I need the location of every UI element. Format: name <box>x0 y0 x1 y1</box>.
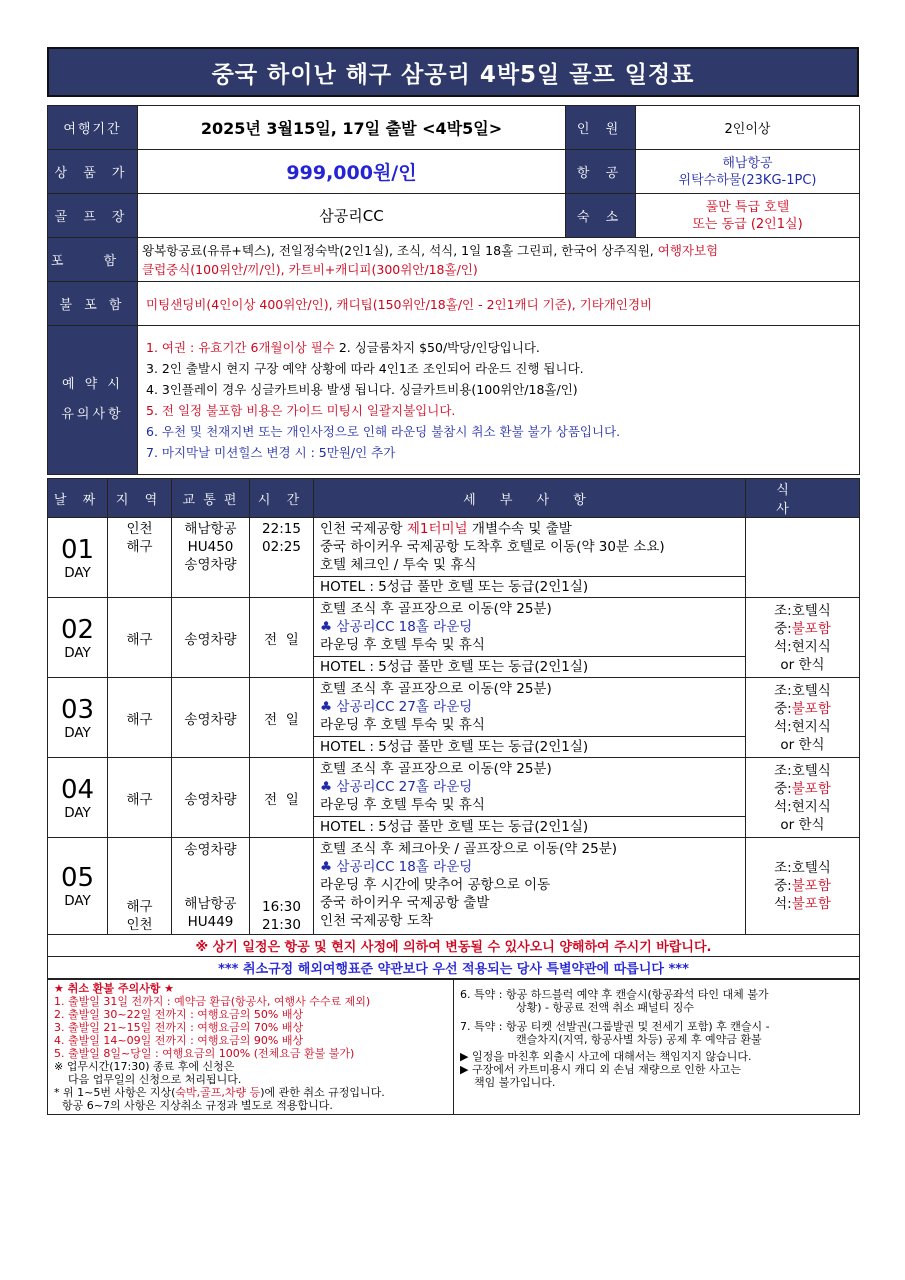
detail-line: 호텔 조식 후 체크아웃 / 골프장으로 이동(약 25분) <box>320 841 618 857</box>
rule-highlight: 숙박,골프,차량 등 <box>175 1086 261 1099</box>
people-label: 인 원 <box>566 106 636 150</box>
meal-dinner-label: 석: <box>774 896 792 912</box>
round-line: ♣ 삼공리CC 18홀 라운딩 <box>320 859 473 875</box>
office-hours-2: 다음 업무일의 신청으로 처리됩니다. <box>68 1073 242 1086</box>
meal-lunch-label: 중: <box>774 700 792 717</box>
notice-5: 5. 전 일정 불포함 비용은 가이드 미팅시 일괄지불입니다. <box>146 403 456 418</box>
period-label: 여행기간 <box>48 106 138 150</box>
round-line: ♣ 삼공리CC 27홀 라운딩 <box>320 699 473 715</box>
day-row-5 <box>48 838 860 935</box>
header-area: 지 역 <box>108 479 172 518</box>
day-label: DAY <box>64 804 91 821</box>
hotel-label: 숙 소 <box>566 194 636 238</box>
day-row-2 <box>48 598 860 678</box>
transport-1: 해남항공 <box>184 896 237 912</box>
detail-line: 중국 하이커우 국제공항 도착후 호텔로 이동(약 30분 소요) <box>320 539 665 555</box>
cancel-item-2: 2. 출발일 30~22일 전까지 : 여행요금의 50% 배상 <box>54 1008 304 1021</box>
meal-dinner-alt: or 한식 <box>780 816 825 833</box>
price-label: 상 품 가 <box>48 150 138 194</box>
include-text: 왕복항공료(유류+텍스), 전일정숙박(2인1실), 조식, 석식, 1일 18홀 그린피, 한국어 상주직원, <box>142 242 658 258</box>
detail-line: 호텔 체크인 / 투숙 및 휴식 <box>320 557 477 573</box>
include-text-2: 클럽중식(100위안/끼/인), 카트비+캐디피(300위안/18홀/인) <box>142 261 478 277</box>
cancel-item-4: 4. 출발일 14~09일 전까지 : 여행요금의 90% 배상 <box>54 1034 304 1047</box>
air-value-1: 해남항공 <box>722 155 773 171</box>
hotel-line: HOTEL : 5성급 풀만 호텔 또는 동급(2인1실) <box>314 656 745 677</box>
special-6a: 6. 특약 : 항공 하드블럭 예약 후 캔슬시(항공좌석 타인 대체 불가 <box>460 988 769 1001</box>
meal-breakfast: 조:호텔식 <box>774 762 831 779</box>
area-1: 해구 <box>126 899 153 915</box>
area: 해구 <box>108 598 172 678</box>
page-title: 중국 하이난 해구 삼공리 4박5일 골프 일정표 <box>47 47 859 97</box>
transport-2: HU450 <box>187 539 234 555</box>
detail-line: 호텔 조식 후 골프장으로 이동(약 25분) <box>320 761 552 777</box>
golf-label: 골 프 장 <box>48 194 138 238</box>
meal-dinner: 불포함 <box>791 896 831 912</box>
include-insurance: 여행자보험 <box>657 242 719 258</box>
day-number: 03 <box>60 694 95 725</box>
special-7a: 7. 특약 : 항공 티켓 선발권(그룹발권 및 전세기 포함) 후 캔슬시 - <box>460 1020 770 1033</box>
day-number: 02 <box>60 614 95 645</box>
meal-lunch-label: 중: <box>774 878 792 894</box>
day-label: DAY <box>64 893 91 909</box>
meal-breakfast: 조:호텔식 <box>774 860 831 876</box>
detail-line: 라운딩 후 시간에 맞추어 공항으로 이동 <box>320 877 551 893</box>
cancel-item-3: 3. 출발일 21~15일 전까지 : 여행요금의 70% 배상 <box>54 1021 304 1034</box>
area: 해구 <box>108 758 172 838</box>
exclude-label: 불 포 함 <box>48 282 138 326</box>
hotel-line: HOTEL : 5성급 풀만 호텔 또는 동급(2인1실) <box>314 576 745 597</box>
time: 전 일 <box>250 598 314 678</box>
meal-dinner: 석:현지식 <box>774 798 831 815</box>
detail-line: 개별수속 및 출발 <box>467 521 572 537</box>
day-label: DAY <box>64 724 91 741</box>
meal-lunch-label: 중: <box>774 780 792 797</box>
rule-air: 항공 6~7의 사항은 지상취소 규정과 별도로 적용합니다. <box>62 1099 333 1112</box>
special-8: ▶ 일정을 마친후 외출시 사고에 대해서는 책임지지 않습니다. <box>460 1050 752 1063</box>
header-time: 시 간 <box>250 479 314 518</box>
meal-dinner-alt: or 한식 <box>780 736 825 753</box>
cancel-heading: ★ 취소 환불 주의사항 ★ <box>54 982 175 995</box>
rule-text: )에 관한 취소 규정입니다. <box>260 1086 385 1099</box>
notice-1: 1. 여권 : 유효기간 6개월이상 필수 <box>146 340 335 355</box>
special-7b: 캔슬차지(지역, 항공사별 차등) 공제 후 예약금 환불 <box>516 1033 762 1046</box>
day-row-3 <box>48 678 860 758</box>
info-table <box>47 105 860 475</box>
transport: 송영차량 <box>172 758 250 838</box>
cancel-item-1: 1. 출발일 31일 전까지 : 예약금 환급(항공사, 여행사 수수료 제외) <box>54 995 371 1008</box>
day-label: DAY <box>64 564 91 581</box>
detail-line: 라운딩 후 호텔 투숙 및 휴식 <box>320 717 485 733</box>
itinerary-document <box>47 47 859 1115</box>
detail-line: 라운딩 후 호텔 투숙 및 휴식 <box>320 637 485 653</box>
notice-7: 7. 마지막날 미션힐스 변경 시 : 5만원/인 추가 <box>146 445 396 460</box>
area: 해구 <box>108 678 172 758</box>
day-label: DAY <box>64 644 91 661</box>
meal-dinner: 석:현지식 <box>774 638 831 655</box>
meal-dinner: 석:현지식 <box>774 718 831 735</box>
area-2: 해구 <box>126 539 153 555</box>
notice-4: 4. 3인플레이 경우 싱글카트비용 발생 됩니다. 싱글카트비용(100위안/18홀/인) <box>146 382 578 397</box>
detail-line: 인천 국제공항 <box>320 521 407 537</box>
cancel-item-5: 5. 출발일 8일~당일 : 여행요금의 100% (전체요금 환불 불가) <box>54 1047 355 1060</box>
notice-2: 2. 싱글룸차지 $50/박당/인당입니다. <box>334 340 540 355</box>
hotel-line: HOTEL : 5성급 풀만 호텔 또는 동급(2인1실) <box>314 736 745 757</box>
transport-0: 송영차량 <box>184 842 237 858</box>
time-2: 02:25 <box>262 539 301 555</box>
terms-notice: *** 취소규정 해외여행표준 약관보다 우선 적용되는 당사 특별약관에 따릅니다 *** <box>48 957 860 979</box>
header-date: 날 짜 <box>48 479 108 518</box>
time-1: 22:15 <box>262 521 301 537</box>
round-line: ♣ 삼공리CC 27홀 라운딩 <box>320 779 473 795</box>
exclude-text: 미팅샌딩비(4인이상 400위안/인), 캐디팁(150위안/18홀/인 - 2인1캐디 기준), 기타개인경비 <box>138 282 860 326</box>
notice-6: 6. 우천 및 천재지변 또는 개인사정으로 인해 라운딩 불참시 취소 환불 불가 상품입니다. <box>146 424 621 439</box>
special-9a: ▶ 구장에서 카트미용시 캐디 외 손님 재량으로 인한 사고는 <box>460 1063 741 1076</box>
detail-line: 인천 국제공항 도착 <box>320 913 433 929</box>
meal-lunch: 불포함 <box>791 620 831 637</box>
header-meal: 식 사 <box>746 479 860 518</box>
notice-label-2: 유의사항 <box>61 407 124 422</box>
round-line: ♣ 삼공리CC 18홀 라운딩 <box>320 619 473 635</box>
air-label: 항 공 <box>566 150 636 194</box>
transport: 송영차량 <box>172 678 250 758</box>
transport-1: 해남항공 <box>184 521 237 537</box>
day-number: 01 <box>60 534 95 565</box>
hotel-value-2: 또는 동급 (2인1실) <box>692 216 803 232</box>
time-2: 21:30 <box>262 917 301 933</box>
notice-3: 3. 2인 출발시 현지 구장 예약 상황에 따라 4인1조 조인되어 라운드 진행 됩니다. <box>146 361 584 376</box>
change-notice: ※ 상기 일정은 항공 및 현지 사정에 의하여 변동될 수 있사오니 양해하여 주시기 바랍니다. <box>48 935 860 957</box>
meal-lunch: 불포함 <box>791 700 831 717</box>
meal-lunch-label: 중: <box>774 620 792 637</box>
transport-2: HU449 <box>187 914 234 930</box>
meal-breakfast: 조:호텔식 <box>774 602 831 619</box>
meal-breakfast: 조:호텔식 <box>774 682 831 699</box>
transport: 송영차량 <box>172 598 250 678</box>
office-hours-1: ※ 업무시간(17:30) 종료 후에 신청은 <box>54 1060 235 1073</box>
special-9b: 책임 불가입니다. <box>474 1076 556 1089</box>
time-1: 16:30 <box>262 899 301 915</box>
people-value: 2인이상 <box>636 106 860 150</box>
detail-line: 라운딩 후 호텔 투숙 및 휴식 <box>320 797 485 813</box>
time: 전 일 <box>250 678 314 758</box>
notice-label-1: 예 약 시 <box>62 377 123 392</box>
cancel-table <box>47 979 860 1115</box>
area-2: 인천 <box>126 917 153 933</box>
golf-value: 삼공리CC <box>138 194 566 238</box>
price-value: 999,000원/인 <box>138 150 566 194</box>
day-number: 04 <box>60 774 95 805</box>
air-value-2: 위탁수하물(23KG-1PC) <box>678 172 817 188</box>
day-row-4 <box>48 758 860 838</box>
special-6b: 상황) - 항공료 전액 취소 패널티 징수 <box>516 1001 695 1014</box>
meal-lunch: 불포함 <box>791 780 831 797</box>
meal-cell <box>746 518 860 598</box>
schedule-table <box>47 478 860 979</box>
terminal-highlight: 제1터미널 <box>406 521 468 537</box>
detail-line: 호텔 조식 후 골프장으로 이동(약 25분) <box>320 601 552 617</box>
header-detail: 세 부 사 항 <box>314 479 746 518</box>
detail-line: 중국 하이커우 국제공항 출발 <box>320 895 490 911</box>
meal-lunch: 불포함 <box>791 878 831 894</box>
header-transport: 교 통 편 <box>172 479 250 518</box>
meal-dinner-alt: or 한식 <box>780 656 825 673</box>
day-number: 05 <box>60 863 95 893</box>
area-1: 인천 <box>126 521 153 537</box>
time: 전 일 <box>250 758 314 838</box>
period-value: 2025년 3월15일, 17일 출발 <4박5일> <box>138 106 566 150</box>
day-row-1 <box>48 518 860 598</box>
include-label: 포 함 <box>48 238 138 282</box>
notice-list <box>138 326 860 475</box>
transport-3: 송영차량 <box>184 557 237 573</box>
rule-text: * 위 1~5번 사항은 지상( <box>54 1086 176 1099</box>
detail-line: 호텔 조식 후 골프장으로 이동(약 25분) <box>320 681 552 697</box>
hotel-value-1: 풀만 특급 호텔 <box>705 199 790 215</box>
hotel-line: HOTEL : 5성급 풀만 호텔 또는 동급(2인1실) <box>314 816 745 837</box>
